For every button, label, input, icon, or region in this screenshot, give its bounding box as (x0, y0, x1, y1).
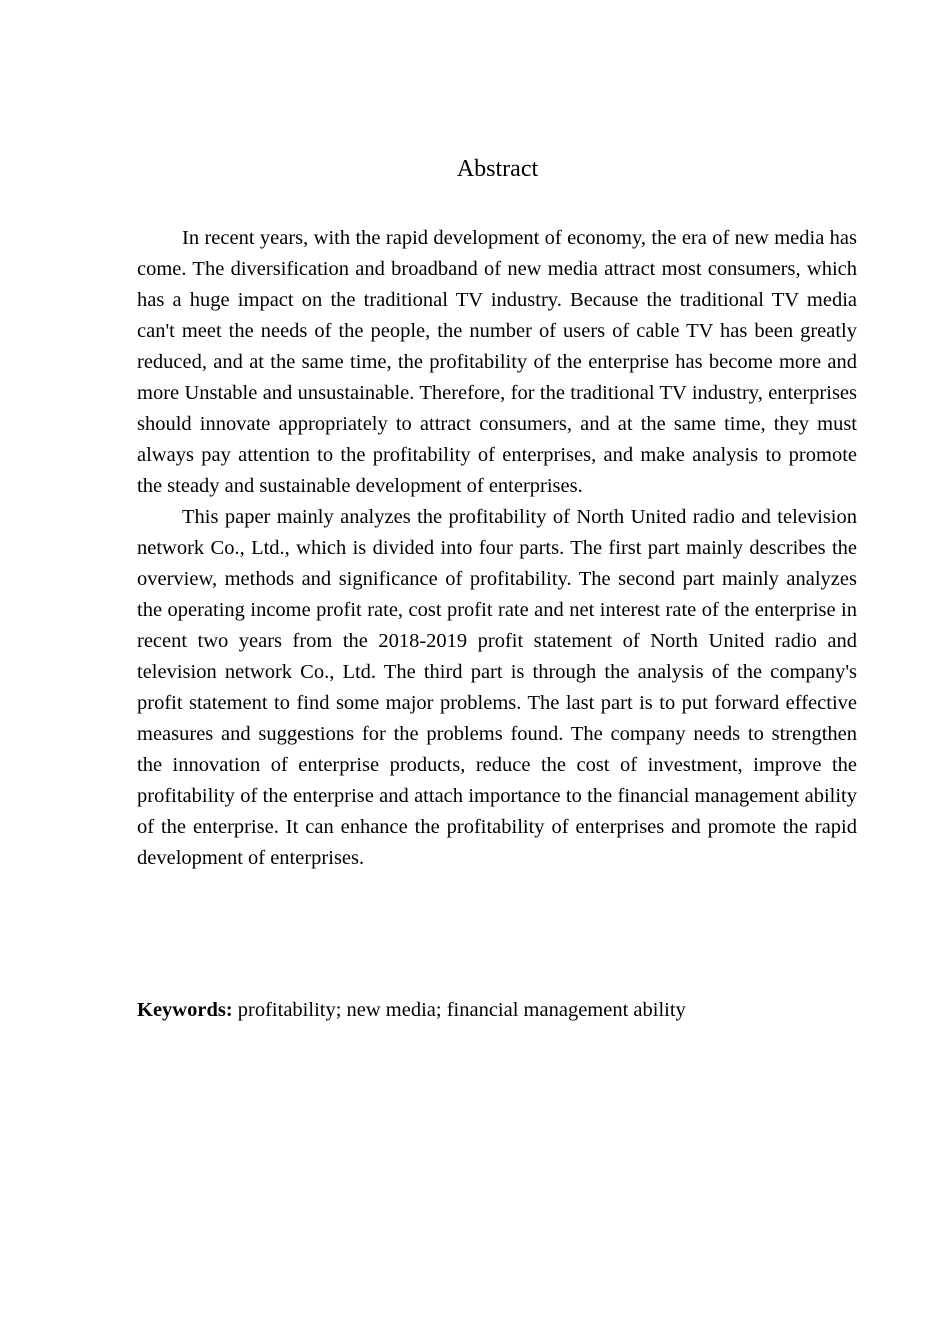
keywords-list: profitability; new media; financial management ability (232, 999, 686, 1021)
abstract-paragraph: This paper mainly analyzes the profitability of North United radio and television network Co., Ltd., which is divided into four parts. The first part mainly describes the overview, methods and significance of profitability. The second part mainly analyzes the operating income profit rate, cost profit rate and net interest rate of the enterprise in recent two years from the 2018-2019 profit statement of North United radio and television network Co., Ltd. The third part is through the analysis of the company's profit statement to find some major problems. The last part is to put forward effective measures and suggestions for the problems found. The company needs to strengthen the innovation of enterprise products, reduce the cost of investment, improve the profitability of the enterprise and attach importance to the financial management ability of the enterprise. It can enhance the profitability of enterprises and promote the rapid development of enterprises. (137, 506, 857, 869)
keywords-line (137, 995, 857, 1026)
abstract-paragraph: In recent years, with the rapid development of economy, the era of new media has come. The diversification and broadband of new media attract most consumers, which has a huge impact on the traditional TV industry. Because the traditional TV media can't meet the needs of the people, the number of users of cable TV has been greatly reduced, and at the same time, the profitability of the enterprise has become more and more Unstable and unsustainable. Therefore, for the traditional TV industry, enterprises should innovate appropriately to attract consumers, and at the same time, they must always pay attention to the profitability of enterprises, and make analysis to promote the steady and sustainable development of enterprises. (137, 227, 857, 497)
abstract-body (137, 223, 857, 874)
abstract-title: Abstract (456, 156, 539, 182)
keywords-label: Keywords: (137, 999, 233, 1021)
